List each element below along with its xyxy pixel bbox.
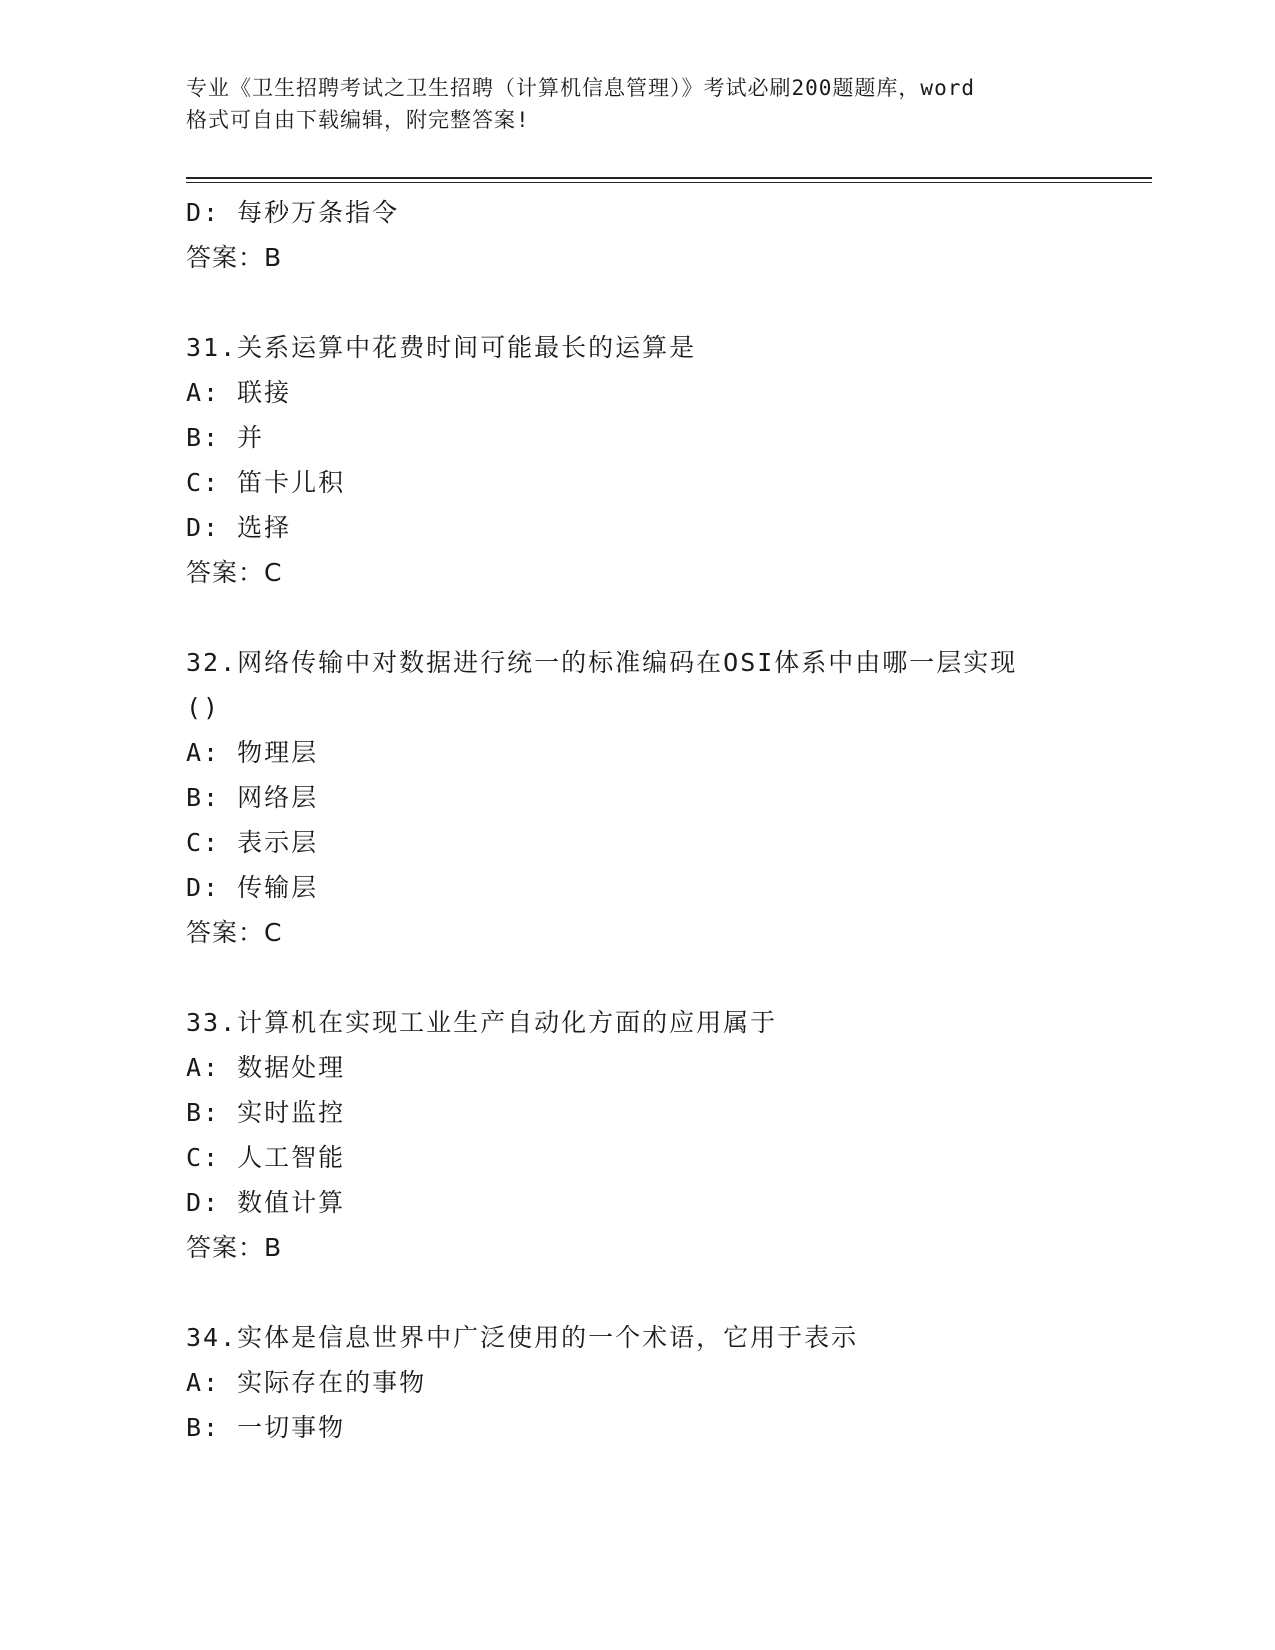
header-divider-thin <box>186 182 1152 183</box>
question-title: 34.实体是信息世界中广泛使用的一个术语，它用于表示 <box>186 1323 859 1352</box>
option-a: A: 实际存在的事物 <box>186 1368 427 1397</box>
question-34 <box>186 1315 1086 1450</box>
option-b: B: 实时监控 <box>186 1098 346 1127</box>
question-32 <box>186 640 1086 955</box>
spacer <box>186 595 1086 640</box>
spacer <box>186 955 1086 1000</box>
header-line-1: 专业《卫生招聘考试之卫生招聘（计算机信息管理）》考试必刷200题题库，word <box>186 76 975 100</box>
option-d: D: 数值计算 <box>186 1188 346 1217</box>
header-divider-thick <box>186 177 1152 179</box>
option-c: C: 人工智能 <box>186 1143 346 1172</box>
option-a: A: 联接 <box>186 378 292 407</box>
spacer <box>186 280 1086 325</box>
option-c: C: 表示层 <box>186 828 319 857</box>
option-d: D: 每秒万条指令 <box>186 198 400 227</box>
option-b: B: 并 <box>186 423 265 452</box>
header-line-2: 格式可自由下载编辑，附完整答案! <box>186 108 530 132</box>
option-d: D: 传输层 <box>186 873 319 902</box>
question-33 <box>186 1000 1086 1270</box>
option-a: A: 数据处理 <box>186 1053 346 1082</box>
answer-line: 答案：B <box>186 243 283 272</box>
option-c: C: 笛卡儿积 <box>186 468 346 497</box>
question-title-line-2: () <box>186 693 221 722</box>
answer-line: 答案：C <box>186 918 283 947</box>
option-b: B: 网络层 <box>186 783 319 812</box>
question-list <box>186 190 1086 1450</box>
answer-line: 答案：C <box>186 558 283 587</box>
answer-line: 答案：B <box>186 1233 283 1262</box>
question-title: 31.关系运算中花费时间可能最长的运算是 <box>186 333 697 362</box>
document-header <box>186 72 1086 136</box>
question-title-line-1: 32.网络传输中对数据进行统一的标准编码在OSI体系中由哪一层实现 <box>186 648 1018 677</box>
spacer <box>186 1270 1086 1315</box>
option-d: D: 选择 <box>186 513 292 542</box>
question-title: 33.计算机在实现工业生产自动化方面的应用属于 <box>186 1008 778 1037</box>
option-b: B: 一切事物 <box>186 1413 346 1442</box>
question-31 <box>186 325 1086 595</box>
option-a: A: 物理层 <box>186 738 319 767</box>
question-30-tail <box>186 190 1086 280</box>
